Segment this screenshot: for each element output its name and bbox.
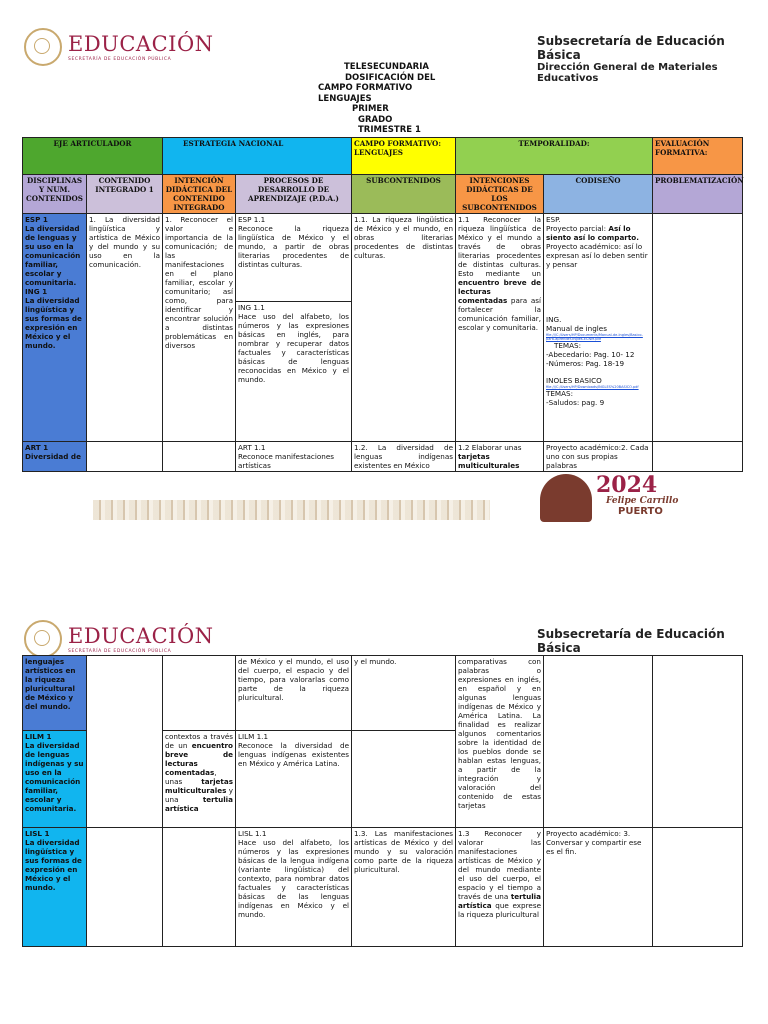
felipe-carrillo-puerto-logo: 2024 Felipe Carrillo PUERTO [540,472,700,522]
codiseno-cell [544,656,653,828]
subcontenido-cell: 1.1. La riqueza lingüística de México y el mundo, en obras literarias procedentes de distintas culturas. [352,214,456,442]
table-row [23,442,743,472]
temporalidad-cell: TEMPORALIDAD: [456,138,653,175]
eagle-seal-icon [24,620,62,658]
sep-logo [24,28,214,66]
subsecretaria-heading: Subsecretaría de Educación Básica [537,627,725,655]
estrategia-cell: ESTRATEGIA NACIONAL [163,138,352,175]
subcontenidos-header: SUBCONTENIDOS [352,175,456,214]
contenido-header: CONTENIDO INTEGRADO 1 [87,175,163,214]
logo-subtitle: SECRETARÍA DE EDUCACIÓN PÚBLICA [68,56,172,62]
table-row [23,214,743,302]
subcontenido-cell: 1.2. La diversidad de lenguas indígenas existentes en México [352,442,456,472]
problematizacion-header: PROBLEMATIZACIÓN [653,175,743,214]
disciplinas-art-cell: ART 1 Diversidad de [23,442,87,472]
contenido-cell: 1. La diversidad lingüística y artística de México y del mundo y su uso en la comunicación. [87,214,163,442]
problematizacion-cell [653,442,743,472]
intencion-cell [163,656,236,731]
pda-art-cell: ART 1.1 Reconoce manifestaciones artísticas [236,442,352,472]
decorative-banner [93,500,490,520]
problematizacion-cell [653,656,743,828]
table-row [23,828,743,947]
header-row-2 [23,175,743,214]
ingles-basico-link[interactable]: file:///C:/Users/HP/Downloads/INGLES%20BASICO.pdf [546,385,639,389]
campo-formativo-cell: CAMPO FORMATIVO: LENGUAJES [352,138,456,175]
intenciones-cell: 1.3 Reconocer y valorar las manifestaciones artísticas de México y del mundo mediante el uso del cuerpo, el espacio y el tiempo a través de una tertulia artística que exprese la riqueza pluricultural [456,828,544,947]
logo-title: EDUCACIÓN [68,623,214,648]
subcontenido-cell: 1.3. Las manifestaciones artísticas de México y del mundo y su valoración como parte de la riqueza pluricultural. [352,828,456,947]
disciplinas-header: DISCIPLINAS Y NUM. CONTENIDOS [23,175,87,214]
intencion-header: INTENCIÓN DIDÁCTICA DEL CONTENIDO INTEGRADO [163,175,236,214]
intencion-cell: contextos a través de un encuentro breve de lecturas comentadas, unas tarjetas multiculturales y una tertulia artística [163,731,236,828]
portrait-image [540,474,592,522]
pda-lilm-cell: LILM 1.1 Reconoce la diversidad de lenguas indígenas existentes en México y América Latina. [236,731,352,828]
sep-logo [24,620,214,658]
intenciones-cell: 1.1 Reconocer la riqueza lingüística de México y el mundo a través de obras literarias procedentes de distintas culturas. Esto mediante un encuentro breve de lecturas comentadas para así fortalecer la comunicación familiar, escolar y comunitaria. [456,214,544,442]
planning-table-continued [22,655,743,947]
pda-lisl-cell: LISL 1.1 Hace uso del alfabeto, los números y las expresiones básicas de la lengua indígena (variante lingüística) del contexto, para nombrar datos factuales y características básicas de las lenguas indígenas en México y el mundo. [236,828,352,947]
contenido-cell [87,656,163,828]
codiseno-cell: Proyecto académico: 3. Conversar y compartir ese es el fin. [544,828,653,947]
disciplinas-cell: lenguajes artísticos en la riqueza pluricultural de México y del mundo. [23,656,87,731]
pda-ing-cell: ING 1.1 Hace uso del alfabeto, los números y las expresiones básicas en inglés, para nombrar y recuperar datos factuales y características básicas de lenguas reconocidas en México y el mundo. [236,302,352,442]
intencion-cell [163,828,236,947]
problematizacion-cell [653,214,743,442]
disciplinas-cell: ESP 1 La diversidad de lenguas y su uso en la comunicación familiar, escolar y comunitaria. ING 1 La diversidad lingüística y sus formas de expresión en México y el mundo. [23,214,87,442]
disciplinas-lilm-cell: LILM 1 La diversidad de lenguas indígenas y su uso en la comunicación familiar, escolar y comunitaria. [23,731,87,828]
procesos-header: PROCESOS DE DESARROLLO DE APRENDIZAJE (P.D.A.) [236,175,352,214]
logo-subtitle: SECRETARÍA DE EDUCACIÓN PÚBLICA [68,648,172,654]
eagle-seal-icon [24,28,62,66]
planning-table [22,137,743,472]
intenciones-header: INTENCIONES DIDÁCTICAS DE LOS SUBCONTENIDOS [456,175,544,214]
intenciones-cell: comparativas con palabras o expresiones en inglés, en español y en algunas lenguas indígenas de México y América Latina. La finalidad es realizar algunos comentarios sobre la identidad de los pueblos donde se hablan estas lenguas, a partir de la integración y valoración del contenido de estas tarjetas [456,656,544,828]
manual-link[interactable]: file:///C:/Users/HP/Documents/Manual-de-Ingles/Basico-para-aprender-Ingles-ECNM.pdf [546,333,643,341]
subcontenido-cell [352,731,456,828]
header-row-1 [23,138,743,175]
page-2 [0,600,768,1024]
codiseno-header: CODISEÑO [544,175,653,214]
document-title: TELESECUNDARIA DOSIFICACIÓN DEL CAMPO FORMATIVO LENGUAJES PRIMER GRADO TRIMESTRE 1 [318,62,436,135]
disciplinas-lisl-cell: LISL 1 La diversidad lingüística y sus formas de expresión en México y el mundo. [23,828,87,947]
intenciones-cell: 1.2 Elaborar unas tarjetas multiculturales [456,442,544,472]
subsecretaria-heading: Subsecretaría de Educación Básica Dirección General de Materiales Educativos [537,34,725,84]
contenido-cell [87,828,163,947]
logo-title: EDUCACIÓN [68,31,214,56]
contenido-cell [87,442,163,472]
problematizacion-cell [653,828,743,947]
intencion-cell: 1. Reconocer el valor e importancia de la comunicación; de las manifestaciones en el plano familiar, escolar y comunitario; así como, para identificar y encontrar solución a distintas problemáticas en diversos [163,214,236,442]
intencion-cell [163,442,236,472]
pda-cell: de México y el mundo, el uso del cuerpo, el espacio y del tiempo, para valorarlas como parte de la riqueza pluricultural. [236,656,352,731]
codiseno-cell: ESP. Proyecto parcial: Así lo siento así lo comparto. Proyecto académico: así lo expresan así lo deben sentir y pensar ING. Manual de ingles file:///C:/Users/HP/Documents/Manual-de-Ingles/Basico-para-aprender-Ingles-ECNM.pdf TEMAS: -Abecedario: Pag. 10- 12 -Números: Pag. 18-19 INOLES BASICO file:///C:/Users/HP/Downloads/INGLES%20BASICO.pdf TEMAS: -Saludos: pag. 9 [544,214,653,442]
subcontenido-cell: y el mundo. [352,656,456,731]
codiseno-cell: Proyecto académico:2. Cada uno con sus propias palabras [544,442,653,472]
eje-articulador-cell: EJE ARTICULADOR [23,138,163,175]
pda-esp-cell: ESP 1.1 Reconoce la riqueza lingüística de México y el mundo, a partir de obras literarias procedentes de distintas culturas. [236,214,352,302]
evaluacion-cell: EVALUACIÓN FORMATIVA: [653,138,743,175]
